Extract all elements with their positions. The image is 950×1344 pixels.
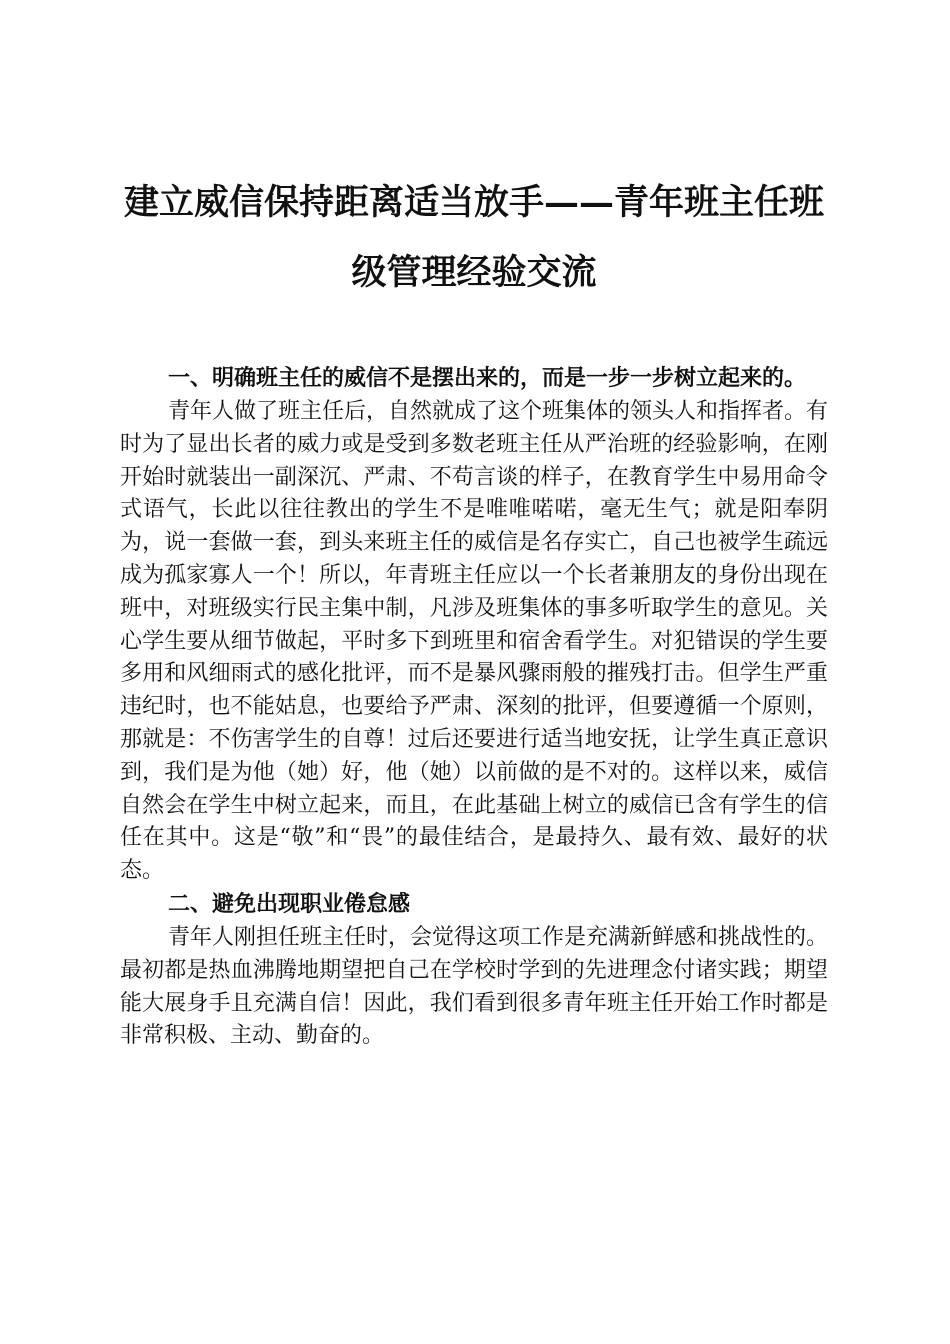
title-line-1: 建立威信保持距离适当放手——青年班主任班 <box>123 182 824 223</box>
document-title <box>118 168 830 308</box>
section-1-heading: 一、明确班主任的威信不是摆出来的，而是一步一步树立起来的。 <box>168 366 807 391</box>
section-1-paragraph: 青年人做了班主任后，自然就成了这个班集体的领头人和指挥者。有时为了显出长者的威力或是受到多数老班主任从严治班的经验影响，在刚开始时就装出一副深沉、严肃、不苟言谈的样子，在教育学生中易用命令式语气，长此以往往教出的学生不是唯唯喏喏，毫无生气；就是阳奉阴为，说一套做一套，到头来班主任的威信是名存实亡，自己也被学生疏远成为孤家寡人一个！所以，年青班主任应以一个长者兼朋友的身份出现在班中，对班级实行民主集中制，凡涉及班集体的事多听取学生的意见。关心学生要从细节做起，平时多下到班里和宿舍看学生。对犯错误的学生要多用和风细雨式的感化批评，而不是暴风骤雨般的摧残打击。但学生严重违纪时，也不能姑息，也要给予严肃、深刻的批评，但要遵循一个原则，那就是：不伤害学生的自尊！过后还要进行适当地安抚，让学生真正意识到，我们是为他（她）好，他（她）以前做的是不对的。这样以来，威信自然会在学生中树立起来，而且，在此基础上树立的威信已含有学生的信任在其中。这是“敬”和“畏”的最佳结合，是最持久、最有效、最好的状态。 <box>120 399 829 884</box>
title-line-2: 级管理经验交流 <box>351 252 597 293</box>
section-2-heading: 二、避免出现职业倦怠感 <box>168 891 411 917</box>
section-2-paragraph: 青年人刚担任班主任时，会觉得这项工作是充满新鲜感和挑战性的。最初都是热血沸腾地期望把自己在学校时学到的先进理念付诸实践；期望能大展身手且充满自信！因此，我们看到很多青年班主任开始工作时都是非常积极、主动、勤奋的。 <box>120 924 829 1049</box>
document-body <box>120 362 828 1053</box>
